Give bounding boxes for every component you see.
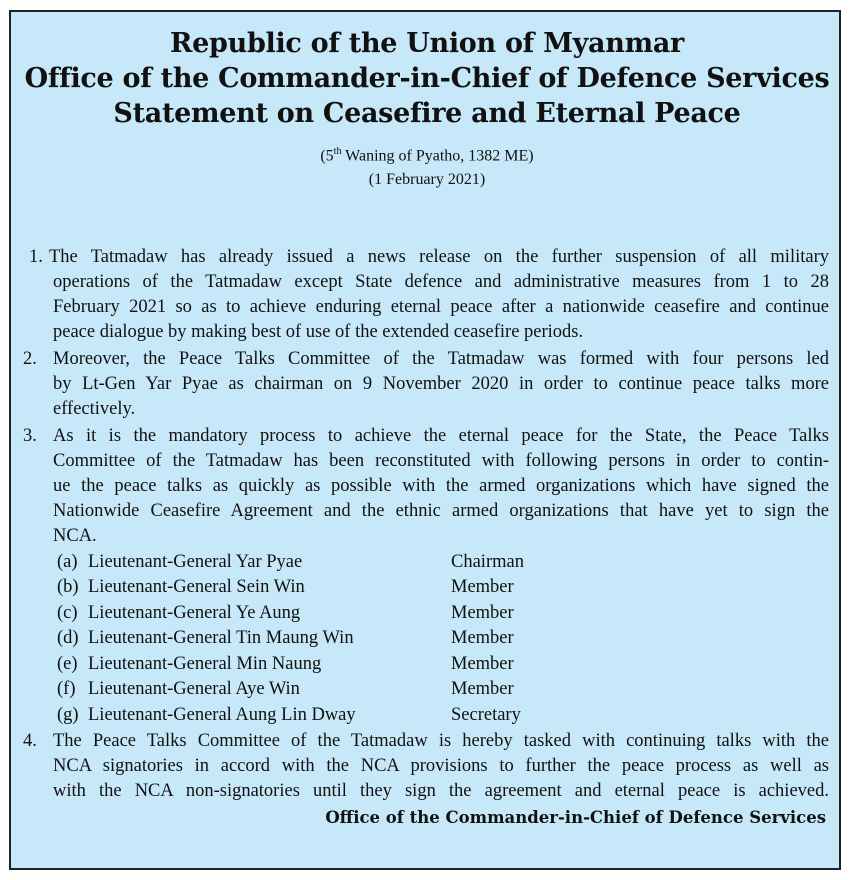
member-name: Lieutenant-General Aung Lin Dway xyxy=(88,705,356,725)
member-label: (b) xyxy=(57,577,79,597)
paragraph-line: operations of the Tatmadaw except State defence and administrative measures from 1 to 28 xyxy=(53,272,829,292)
member-label: (g) xyxy=(57,705,79,725)
date-myanmar: (5th Waning of Pyatho, 1382 ME) xyxy=(320,146,534,165)
paragraph-line: As it is the mandatory process to achieve the eternal peace for the State, the Peace Talks xyxy=(53,426,829,446)
paragraph-line: by Lt-Gen Yar Pyae as chairman on 9 November 2020 in order to continue peace talks more xyxy=(53,374,829,394)
title-line-3: Statement on Ceasefire and Eternal Peace xyxy=(113,98,741,129)
paragraph-number: 4. xyxy=(23,731,37,751)
paragraph-line: effectively. xyxy=(53,399,136,419)
member-label: (c) xyxy=(57,603,78,623)
member-name: Lieutenant-General Aye Win xyxy=(88,679,300,699)
member-label: (e) xyxy=(57,654,78,674)
title-line-1: Republic of the Union of Myanmar xyxy=(170,28,684,59)
member-name: Lieutenant-General Tin Maung Win xyxy=(88,628,354,648)
paragraph-number: 3. xyxy=(23,426,37,446)
member-label: (d) xyxy=(57,628,79,648)
paragraph-line: peace dialogue by making best of use of the extended ceasefire periods. xyxy=(53,322,584,342)
member-role: Member xyxy=(451,577,514,597)
statement-panel xyxy=(9,10,841,870)
paragraph-line: Nationwide Ceasefire Agreement and the ethnic armed organizations that have yet to sign the xyxy=(53,501,829,521)
paragraph-number: 2. xyxy=(23,349,37,369)
member-name: Lieutenant-General Yar Pyae xyxy=(88,552,303,572)
paragraph-line: ue the peace talks as quickly as possible with the armed organizations which have signed the xyxy=(53,476,829,496)
member-role: Chairman xyxy=(451,552,524,572)
paragraph-line: NCA. xyxy=(53,526,97,546)
paragraph-line: The Tatmadaw has already issued a news release on the further suspension of all military xyxy=(49,247,829,267)
paragraph-number: 1. xyxy=(29,247,43,267)
member-role: Member xyxy=(451,603,514,623)
member-role: Member xyxy=(451,679,514,699)
member-role: Member xyxy=(451,628,514,648)
title-line-2: Office of the Commander-in-Chief of Defence Services xyxy=(24,63,830,94)
member-role: Member xyxy=(451,654,514,674)
paragraph-line: Committee of the Tatmadaw has been reconstituted with following persons in order to contin- xyxy=(53,451,829,471)
paragraph-line: NCA signatories in accord with the NCA provisions to further the peace process as well as xyxy=(53,756,829,776)
paragraph-line: The Peace Talks Committee of the Tatmadaw is hereby tasked with continuing talks with the xyxy=(53,731,829,751)
paragraph-line: Moreover, the Peace Talks Committee of the Tatmadaw was formed with four persons led xyxy=(53,349,829,369)
date-gregorian: (1 February 2021) xyxy=(368,171,486,188)
member-name: Lieutenant-General Min Naung xyxy=(88,654,322,674)
paragraph-line: with the NCA non-signatories until they sign the agreement and eternal peace is achieved. xyxy=(53,781,829,801)
member-name: Lieutenant-General Sein Win xyxy=(88,577,305,597)
member-label: (f) xyxy=(57,679,76,699)
signature: Office of the Commander-in-Chief of Defence Services xyxy=(325,808,826,827)
member-label: (a) xyxy=(57,552,78,572)
member-role: Secretary xyxy=(451,705,521,725)
member-name: Lieutenant-General Ye Aung xyxy=(88,603,301,623)
paragraph-line: February 2021 so as to achieve enduring eternal peace after a nationwide ceasefire and continue xyxy=(53,297,829,317)
